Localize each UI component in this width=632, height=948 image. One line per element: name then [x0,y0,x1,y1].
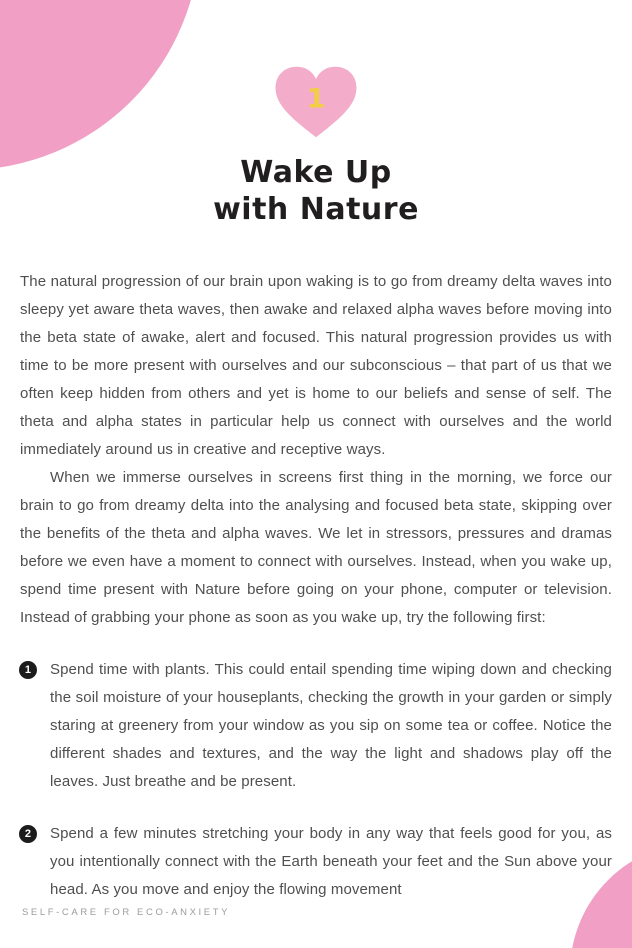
step-item-2 [20,820,612,904]
step-item-1 [20,656,612,796]
paragraph-1: The natural progression of our brain upon waking is to go from dreamy delta waves into sleepy yet aware theta waves, then awake and relaxed alpha waves before moving into the beta state of awake, alert and focused. This natural progression provides us with time to be more present with ourselves and our subconscious – that part of us that we often keep hidden from others and yet is home to our beliefs and sense of self. The theta and alpha states in particular help us connect with ourselves and the world immediately around us in creative and receptive ways. [20,273,612,458]
step-text: Spend time with plants. This could entail spending time wiping down and checking the soil moisture of your houseplants, checking the growth in your garden or simply staring at greenery from your window as you sip on some tea or coffee. Notice the different shades and textures, and the way the light and shadows play off the leaves. Just breathe and be present. [50,661,612,790]
step-number-badge: 2 [19,825,37,843]
book-title-text: SELF-CARE FOR ECO-ANXIETY [22,907,231,918]
running-footer [22,907,230,918]
chapter-title [0,154,632,228]
chapter-number: 1 [306,83,326,115]
chapter-title-line-2: with Nature [213,192,419,227]
heart-icon [272,60,360,144]
paragraph-2: When we immerse ourselves in screens first thing in the morning, we force our brain to go from dreamy delta into the analysing and focused beta state, skipping over the benefits of the theta and alpha waves. We let in stressors, pressures and dramas before we even have a moment to connect with ourselves. Instead, when you wake up, spend time present with Nature before going on your phone, computer or television. Instead of grabbing your phone as soon as you wake up, try the following first: [20,469,612,626]
chapter-title-line-1: Wake Up [240,155,392,190]
steps-list [20,656,612,904]
step-text: Spend a few minutes stretching your body in any way that feels good for you, as you intentionally connect with the Earth beneath your feet and the Sun above your head. As you move and enjoy the flowing movement [50,825,612,898]
chapter-header [0,0,632,228]
chapter-body [20,268,612,904]
step-number-badge: 1 [19,661,37,679]
